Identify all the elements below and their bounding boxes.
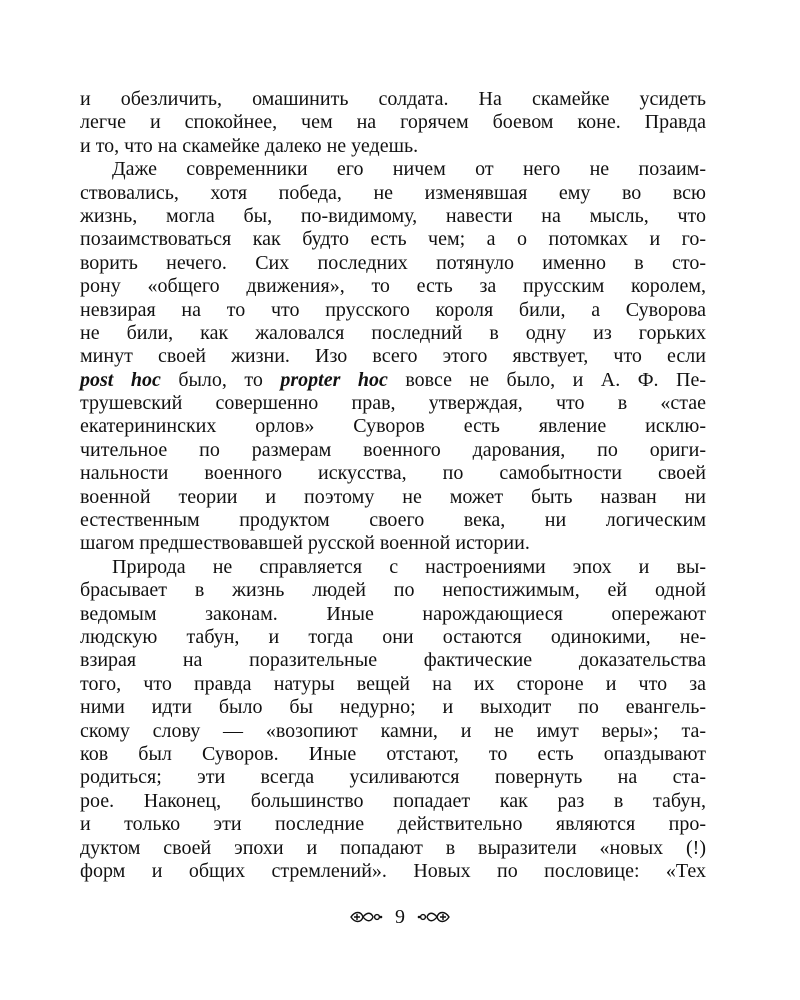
- latin-term-propter-hoc: propter hoc: [280, 368, 388, 391]
- text-line: брасывает в жизнь людей по непостижимым, ей одной: [80, 579, 706, 602]
- text-line: екатерининских орлов» Суворов есть явление исклю-: [80, 415, 706, 438]
- text-line: минут своей жизни. Изо всего этого явствует, что если: [80, 345, 706, 368]
- text-line: родиться; эти всегда усиливаются повернуть на ста-: [80, 766, 706, 789]
- text-line: Природа не справляется с настроениями эпох и вы-: [112, 555, 706, 578]
- book-page-text: [80, 88, 706, 883]
- text-line: ведомым законам. Иные нарождающиеся опережают: [80, 602, 706, 625]
- text-line: ков был Суворов. Иные отстают, то есть опаздывают: [80, 742, 706, 765]
- text-line: позаимствоваться как будто есть чем; а о потомках и го-: [80, 228, 706, 251]
- text-line-with-latin: post hoc было, то propter hoc вовсе не было, и А. Ф. Пе-: [80, 368, 707, 391]
- page-number: 9: [395, 905, 405, 928]
- text-line: и обезличить, омашинить солдата. На скамейке усидеть: [80, 88, 706, 110]
- text-line: того, что правда натуры вещей на их стороне и что за: [80, 672, 706, 695]
- text-line: рону «общего движения», то есть за прусским королем,: [80, 275, 706, 298]
- text-line: шагом предшествовавшей русской военной истории.: [80, 532, 530, 555]
- text-line: трушевский совершенно прав, утверждая, что в «стае: [80, 392, 706, 415]
- text-line: ворить нечего. Сих последних потянуло именно в сто-: [80, 251, 706, 274]
- text-line: Даже современники его ничем от него не позаим-: [112, 158, 706, 181]
- text-line: и только эти последние действительно являются про-: [80, 813, 706, 836]
- text-line: естественным продуктом своего века, ни логическим: [80, 509, 706, 532]
- text-line: ними идти было бы недурно; и выходит по евангель-: [80, 696, 706, 719]
- text-line: чительное по размерам военного дарования, по ориги-: [80, 438, 706, 461]
- latin-term-post-hoc: post hoc: [80, 368, 161, 391]
- text-line: невзирая на то что прусского короля били, а Суворова: [80, 298, 706, 321]
- text-line: форм и общих стремлений». Новых по пословице: «Тех: [80, 859, 706, 882]
- text-line: военной теории и поэтому не может быть назван ни: [80, 485, 706, 508]
- text-line: людскую табун, и тогда они остаются одинокими, не-: [80, 625, 706, 648]
- left-ornament-icon: [349, 909, 383, 925]
- text-line: жизнь, могла бы, по-видимому, навести на мысль, что: [80, 204, 706, 227]
- right-ornament-icon: [417, 909, 451, 925]
- text-line: взирая на поразительные фактические доказательства: [80, 649, 706, 672]
- text-line: дуктом своей эпохи и попадают в выразители «новых (!): [80, 836, 706, 859]
- text-line: и то, что на скамейке далеко не уедешь.: [80, 134, 419, 157]
- text-line: не били, как жаловался последний в одну из горьких: [80, 321, 706, 344]
- text-line: легче и спокойнее, чем на горячем боевом коне. Правда: [80, 111, 706, 134]
- text-line: ствовались, хотя победа, не изменявшая ему во всю: [80, 181, 706, 204]
- text-line: нальности военного искусства, по самобытности своей: [80, 462, 706, 485]
- text-line: скому слову — «возопиют камни, и не имут веры»; та-: [80, 719, 706, 742]
- page-footer: [0, 900, 800, 934]
- text-line: рое. Наконец, большинство попадает как раз в табун,: [80, 789, 706, 812]
